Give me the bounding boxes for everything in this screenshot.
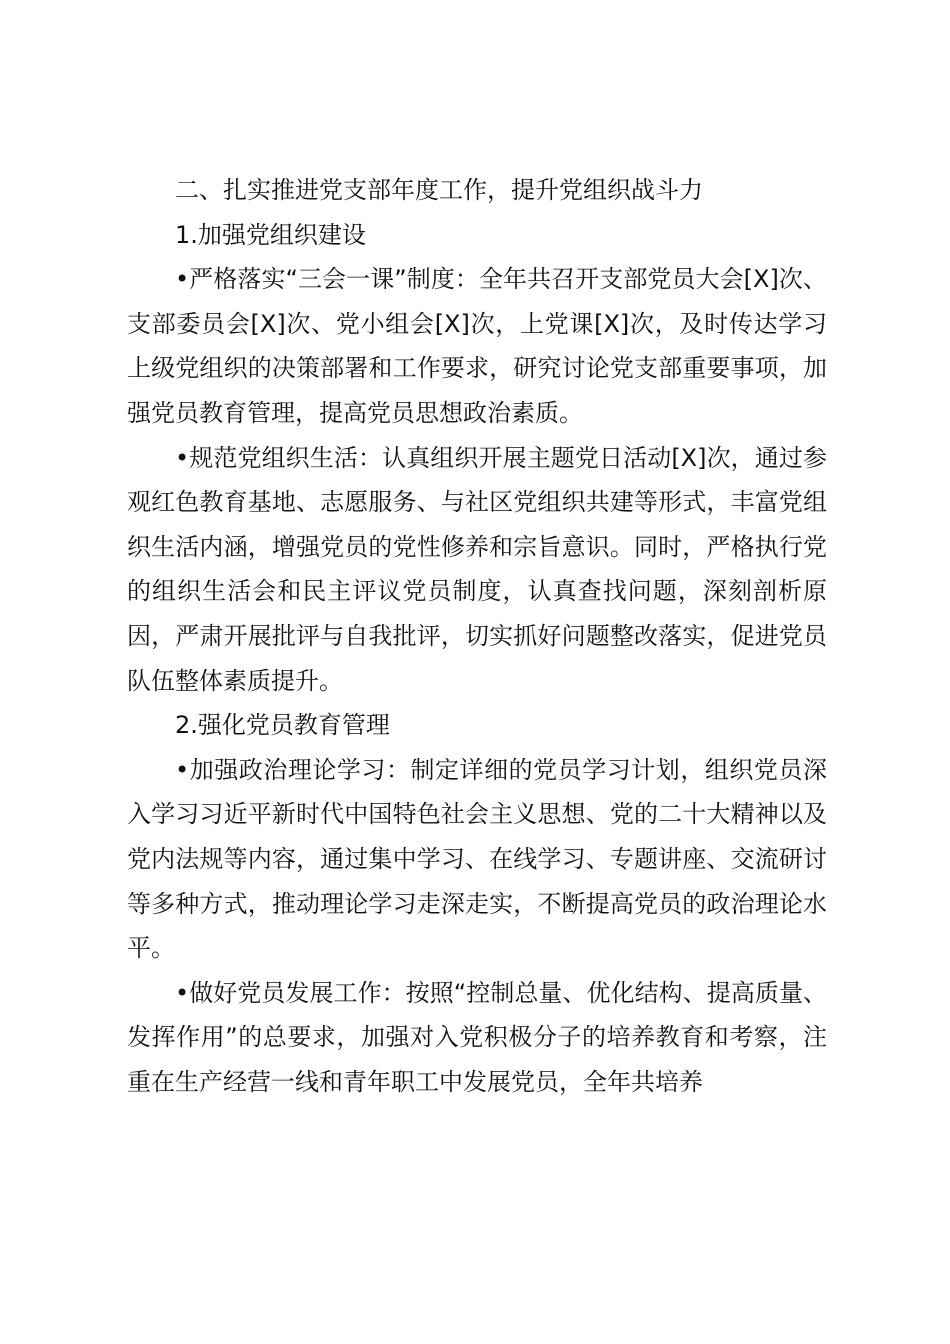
paragraph-theory-study: •加强政治理论学习：制定详细的党员学习计划，组织党员深入学习习近平新时代中国特色社会主义思想、党的二十大精神以及党内法规等内容，通过集中学习、在线学习、专题讲座、交流研讨等多种方式，推动理论学习走深走实，不断提高党员的政治理论水平。: [127, 755, 827, 963]
subsection-heading-2: 2.强化党员教育管理: [175, 711, 390, 740]
paragraph-member-development: •做好党员发展工作：按照“控制总量、优化结构、提高质量、发挥作用”的总要求，加强对入党积极分子的培养教育和考察，注重在生产经营一线和青年职工中发展党员，全年共培养: [127, 978, 827, 1096]
paragraph-organization-life: •规范党组织生活：认真组织开展主题党日活动[X]次，通过参观红色教育基地、志愿服务、与社区党组织共建等形式，丰富党组织生活内涵，增强党员的党性修养和宗旨意识。同时，严格执行党的组织生活会和民主评议党员制度，认真查找问题，深刻剖析原因，严肃开展批评与自我批评，切实抓好问题整改落实，促进党员队伍整体素质提升。: [127, 443, 827, 695]
subsection-heading-1: 1.加强党组织建设: [175, 220, 366, 249]
section-heading: 二、扎实推进党支部年度工作，提升党组织战斗力: [175, 176, 703, 204]
document-body: [127, 168, 827, 1104]
paragraph-three-meetings: •严格落实“三会一课”制度：全年共召开支部党员大会[X]次、支部委员会[X]次、党小组会[X]次，上党课[X]次，及时传达学习上级党组织的决策部署和工作要求，研究讨论党支部重要事项，加强党员教育管理，提高党员思想政治素质。: [127, 265, 827, 427]
